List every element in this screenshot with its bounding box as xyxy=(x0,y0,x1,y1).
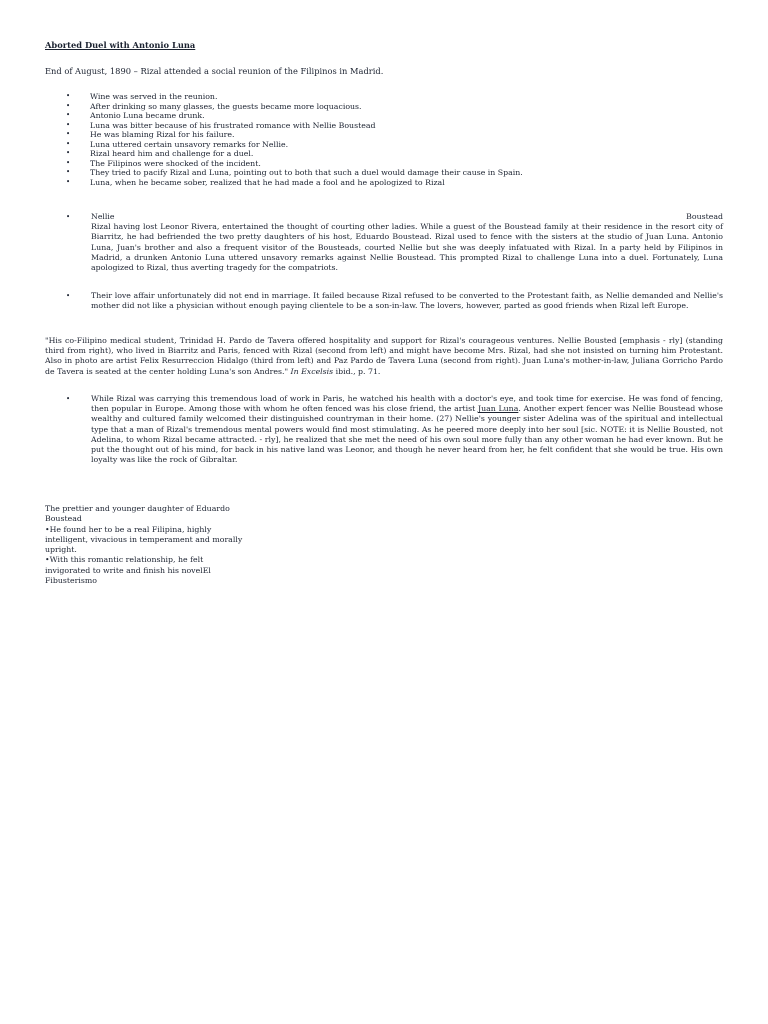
nellie-paragraph xyxy=(66,212,723,273)
list-item xyxy=(66,121,726,131)
summary-line: Fibusterismo xyxy=(45,576,97,586)
list-item-text: After drinking so many glasses, the guests became more loquacious. xyxy=(90,101,362,111)
bullet-icon: • xyxy=(66,168,71,176)
bullet-icon: • xyxy=(66,213,71,221)
nellie-first-name: Nellie xyxy=(91,212,115,221)
list-item-text: Luna uttered certain unsavory remarks for Nellie. xyxy=(90,139,289,149)
list-item xyxy=(66,102,726,112)
list-item xyxy=(66,178,726,188)
list-item xyxy=(66,149,726,159)
juan-luna-link[interactable]: Juan Luna xyxy=(477,404,519,414)
summary-line: The prettier and younger daughter of Eduardo xyxy=(45,504,230,513)
list-item-text: Antonio Luna became drunk. xyxy=(90,111,205,120)
event-bullet-list xyxy=(66,92,726,187)
list-item xyxy=(66,111,726,121)
summary-line: upright. xyxy=(45,545,77,555)
list-item xyxy=(66,168,726,178)
bullet-icon: • xyxy=(66,149,71,157)
bullet-icon: • xyxy=(66,395,71,403)
quote-text: "His co-Filipino medical student, Trinidad H. Pardo de Tavera offered hospitality and support for Rizal's courageous ventures. Nellie Bousted [emphasis - rly] (standing third from right), who lived in Biarritz and Paris, fenced with Rizal (second from left) and might have become Mrs. Rizal, had she not insisted on turning him Protestant. Also in photo are artist Felix Resurreccion Hidalgo (third from left) and Paz Pardo de Tavera Luna (second from right). Juan Luna's mother-in-law, Juliana Gorricho Pardo de Tavera is seated at the center holding Luna's son Andres." xyxy=(45,336,723,376)
nellie-heading xyxy=(91,212,723,222)
summary-line: •He found her to be a real Filipina, highly xyxy=(45,524,212,534)
list-item-text: Wine was served in the reunion. xyxy=(90,92,218,101)
summary-line: invigorated to write and finish his novelEl xyxy=(45,565,211,575)
intro-paragraph: End of August, 1890 – Rizal attended a social reunion of the Filipinos in Madrid. xyxy=(45,66,384,76)
bullet-icon: • xyxy=(66,292,71,300)
list-item xyxy=(66,92,726,102)
paris-text-after: . Another expert fencer was Nellie Boustead whose wealthy and cultured family welcomed their distinguished countryman in their home. (27) Nellie's younger sister Adelina was of the spiritual and intellectual type that a man of Rizal's tremendous mental powers would find most stimulating. As he peered more deeply into her soul [sic. NOTE: it is Nellie Bousted, not Adelina, to whom Rizal became attracted. - rly], he realized that she met the need of his own soul more fully than any other woman he had ever known. But he put the thought out of his mind, for back in his native land was Leonor, and though he never heard from her, he felt confident that she would be true. His own loyalty was like the rock of Gibraltar. xyxy=(91,404,723,465)
photo-caption-quote xyxy=(45,336,723,377)
summary-line: intelligent, vivacious in temperament and morally xyxy=(45,534,243,544)
quote-source-title: In Excelsis xyxy=(290,366,334,376)
list-item xyxy=(66,140,726,150)
list-item xyxy=(66,159,726,169)
quote-source-citation: ibid., p. 71. xyxy=(333,366,381,376)
bullet-icon: • xyxy=(66,158,71,167)
love-affair-text: Their love affair unfortunately did not end in marriage. It failed because Rizal refused to be converted to the Protestant faith, as Nellie demanded and Nellie's mother did not like a physician without enough paying clientele to be a son-in-law. The lovers, however, parted as good friends when Rizal left Europe. xyxy=(91,291,723,311)
list-item-text: Luna was bitter because of his frustrated romance with Nellie Boustead xyxy=(90,120,376,130)
list-item-text: He was blaming Rizal for his failure. xyxy=(90,130,235,139)
list-item-text: The Filipinos were shocked of the incident. xyxy=(90,158,261,168)
summary-line: •With this romantic relationship, he felt xyxy=(45,555,204,565)
bullet-icon: • xyxy=(66,120,71,129)
bullet-icon: • xyxy=(66,177,71,186)
bullet-icon: • xyxy=(66,92,71,100)
document-title: Aborted Duel with Antonio Luna xyxy=(45,40,196,50)
bullet-icon: • xyxy=(66,101,71,110)
love-affair-paragraph xyxy=(66,291,723,311)
bullet-icon: • xyxy=(66,139,71,148)
summary-line: Boustead xyxy=(45,514,82,524)
list-item-text: Rizal heard him and challenge for a duel. xyxy=(90,149,254,158)
bullet-icon: • xyxy=(66,130,71,138)
bullet-icon: • xyxy=(66,111,71,119)
list-item-text: They tried to pacify Rizal and Luna, pointing out to both that such a duel would damage their cause in Spain. xyxy=(90,168,523,177)
nellie-paragraph-text: Rizal having lost Leonor Rivera, entertained the thought of courting other ladies. While a guest of the Boustead family at their residence in the resort city of Biarritz, he had befriended the two pretty daughters of his host, Eduardo Boustead. Rizal used to fence with the sisters at the studio of Juan Luna. Antonio Luna, Juan's brother and also a frequent visitor of the Bousteads, courted Nellie but she was deeply infatuated with Rizal. In a party held by Filipinos in Madrid, a drunken Antonio Luna uttered unsavory remarks against Nellie Boustead. This prompted Rizal to challenge Luna into a duel. Fortunately, Luna apologized to Rizal, thus averting tragedy for the compatriots. xyxy=(91,222,723,273)
list-item-text: Luna, when he became sober, realized that he had made a fool and he apologized to Rizal xyxy=(90,177,445,187)
nellie-summary-box xyxy=(45,504,275,586)
paris-text-before: While Rizal was carrying this tremendous load of work in Paris, he watched his health with a doctor's eye, and took time for exercise. He was fond of fencing, then popular in Europe. Among those with whom he often fenced was his close friend, the artist xyxy=(91,394,723,414)
paris-paragraph xyxy=(66,394,723,465)
nellie-last-name: Boustead xyxy=(686,212,723,221)
list-item xyxy=(66,130,726,140)
